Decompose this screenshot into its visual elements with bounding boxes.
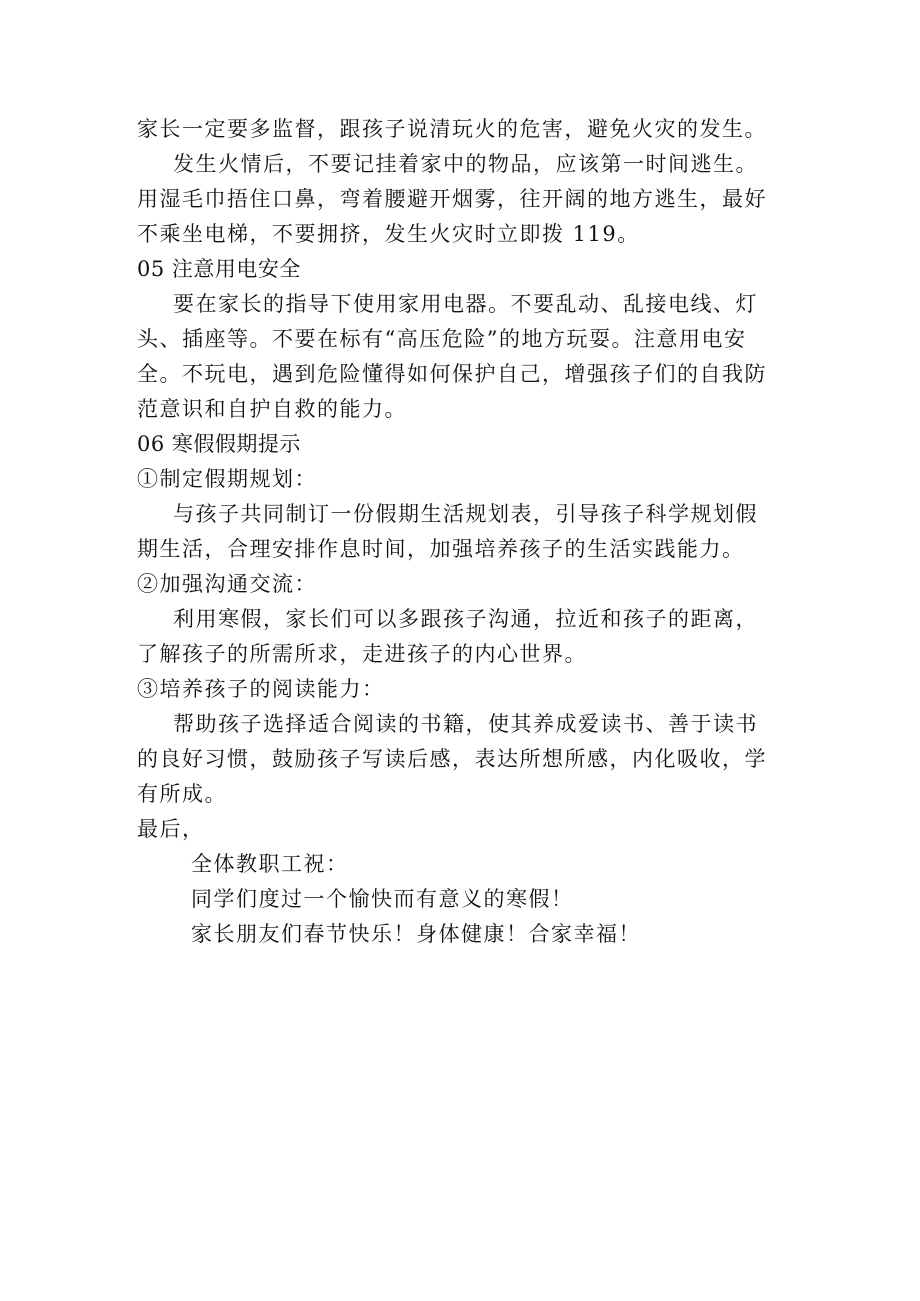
closing-wish-students: 同学们度过一个愉快而有意义的寒假！ <box>191 887 574 911</box>
subheading-reading: ③培养孩子的阅读能力： <box>137 677 385 701</box>
paragraph-line: 家长一定要多监督，跟孩子说清玩火的危害，避免火灾的发生。 <box>137 117 767 141</box>
paragraph-line: 不乘坐电梯，不要拥挤，发生火灾时立即拨 119。 <box>137 222 640 246</box>
paragraph-line: 用湿毛巾捂住口鼻，弯着腰避开烟雾，往开阔的地方逃生，最好 <box>137 187 767 211</box>
subheading-plan: ①制定假期规划： <box>137 467 317 491</box>
paragraph-line: 发生火情后，不要记挂着家中的物品，应该第一时间逃生。 <box>173 152 758 176</box>
subheading-communication: ②加强沟通交流： <box>137 572 317 596</box>
paragraph-line: 帮助孩子选择适合阅读的书籍，使其养成爱读书、善于读书 <box>173 712 758 736</box>
paragraph-line: 与孩子共同制订一份假期生活规划表，引导孩子科学规划假 <box>173 502 758 526</box>
section-heading-winter-break-tips: 06 寒假假期提示 <box>137 432 301 456</box>
paragraph-line: 利用寒假，家长们可以多跟孩子沟通，拉近和孩子的距离， <box>173 607 758 631</box>
paragraph-line: 了解孩子的所需所求，走进孩子的内心世界。 <box>137 642 587 666</box>
closing-greeting: 全体教职工祝： <box>191 852 349 876</box>
paragraph-line: 要在家长的指导下使用家用电器。不要乱动、乱接电线、灯 <box>173 292 758 316</box>
paragraph-line: 头、插座等。不要在标有“高压危险”的地方玩耍。注意用电安 <box>137 327 747 351</box>
paragraph-line: 范意识和自护自救的能力。 <box>137 397 407 421</box>
paragraph-line: 全。不玩电，遇到危险懂得如何保护自己，增强孩子们的自我防 <box>137 362 767 386</box>
paragraph-line: 期生活，合理安排作息时间，加强培养孩子的生活实践能力。 <box>137 537 745 561</box>
closing-finally: 最后， <box>137 817 205 841</box>
paragraph-line: 的良好习惯，鼓励孩子写读后感，表达所想所感，内化吸收，学 <box>137 747 767 771</box>
section-heading-electric-safety: 05 注意用电安全 <box>137 257 301 281</box>
document-body <box>137 112 787 952</box>
paragraph-line: 有所成。 <box>137 782 227 806</box>
closing-wish-parents: 家长朋友们春节快乐！身体健康！合家幸福！ <box>191 922 641 946</box>
